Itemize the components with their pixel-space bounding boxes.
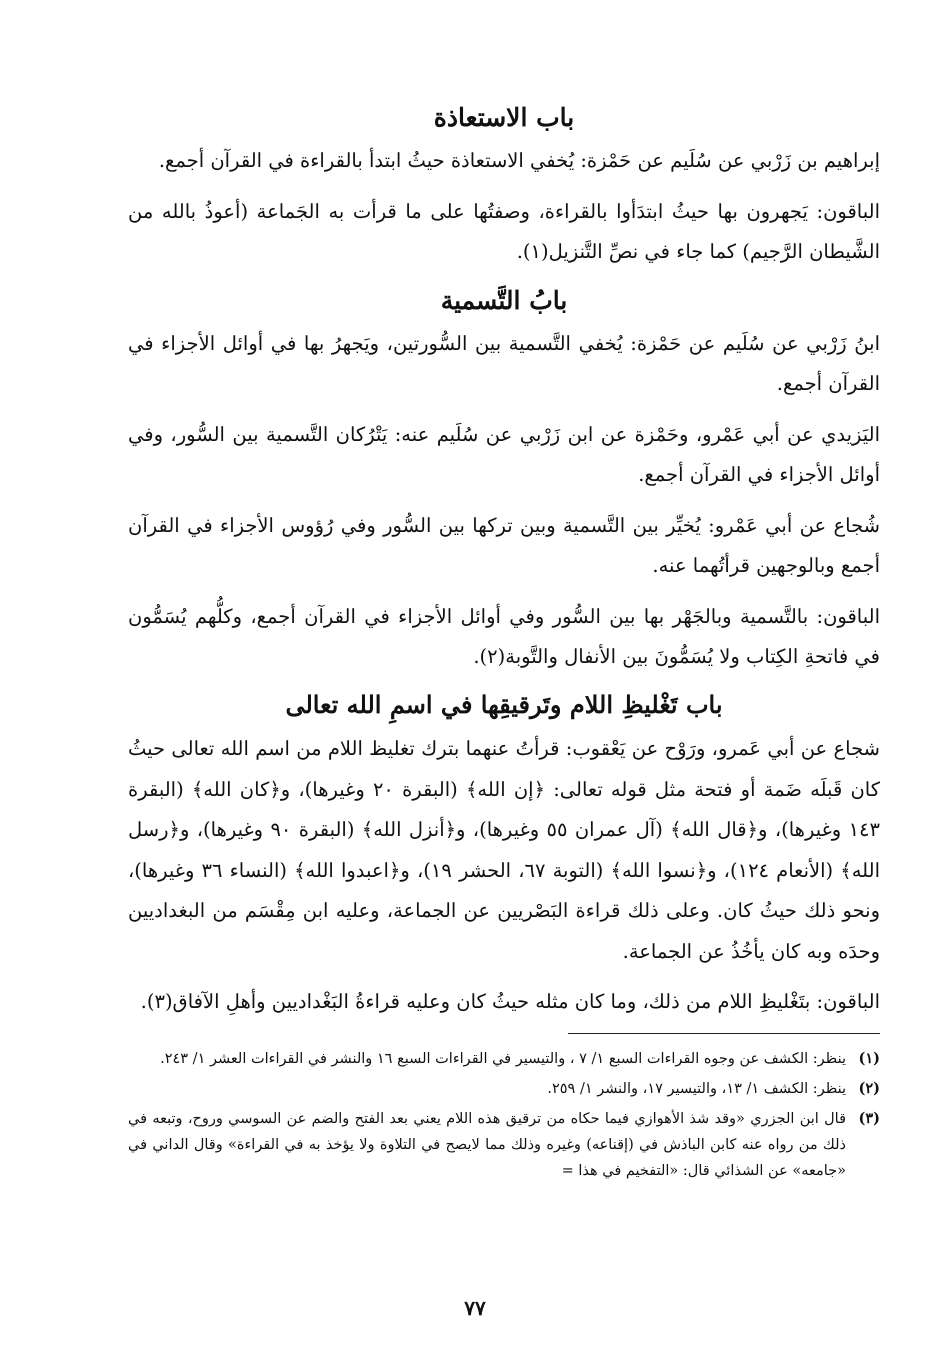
paragraph: إبراهيم بن زَرْبي عن سُلَيم عن حَمْزة: يُخفي الاستعاذة حيثُ ابتدأ بالقراءة في القرآن أجمع. (158, 149, 880, 172)
document-page (128, 100, 880, 1188)
paragraph: اليَزيدي عن أبي عَمْرو، وحَمْزة عن ابن زَرْبي عن سُلَيم عنه: يَتْرُكان التَّسمية بين السُّور، وفي أوائل الأجزاء في القرآن أجمع. (128, 422, 880, 486)
paragraph: الباقون: بالتَّسمية وبالجَهْر بها بين السُّور وفي أوائل الأجزاء في القرآن أجمع، وكلُّهم يُسَمُّون في فاتحةِ الكِتاب ولا يُسَمُّونَ بين الأنفال والتَّوبة(٢). (128, 604, 880, 668)
footnote-number: (٣) (858, 1109, 880, 1127)
footnote-number: (٢) (858, 1079, 880, 1097)
footnote (128, 1046, 880, 1072)
section-title-istiadha: باب الاستعاذة (433, 103, 575, 132)
section-title-tasmiya: بابُ التَّسمية (440, 285, 568, 315)
paragraph: ابنُ زَرْبي عن سُلَيم عن حَمْزة: يُخفي التَّسمية بين السُّورتين، ويَجهرُ بها في أوائل الأجزاء في القرآن أجمع. (128, 331, 880, 395)
footnote-text: قال ابن الجزري «وقد شذ الأهوازي فيما حكاه من ترقيق هذه اللام يعني بعد الفتح والضم عن السوسي وروح، وتبعه في ذلك من رواه عنه كابن الباذش في (إقناعه) وغيره وذلك مما لايصح في التلاوة ولا يؤخذ به في القراءة» وقال الداني في «جامعه» عن الشذائي قال: «التفخيم في هذا = (128, 1110, 846, 1179)
footnote-text: ينظر: الكشف ١/ ١٣، والتيسير ١٧، والنشر ١/ ٢٥٩. (547, 1080, 846, 1097)
footnote (128, 1076, 880, 1102)
footnotes (128, 1046, 880, 1184)
section-title-taghliz: باب تَغْليظِ اللام وتَرقيقِها في اسمِ الله تعالى (285, 689, 723, 719)
paragraph: الباقون: يَجهرون بها حيثُ ابتدَأوا بالقراءة، وصفتُها على ما قرأت به الجَماعة (أعوذُ بالله من الشَّيطان الرَّجيم) كما جاء في نصِّ التَّنزيل(١). (128, 199, 880, 263)
paragraph: شجاع عن أبي عَمرو، ورَوْح عن يَعْقوب: قرأتُ عنهما بترك تغليظ اللام من اسم الله تعالى حيثُ كان قَبلَه ضَمة أو فتحة مثل قوله تعالى: ﴿إن الله﴾ (البقرة ٢٠ وغيرها)، و﴿كان الله﴾ (البقرة ١٤٣ وغيرها)، و﴿قال الله﴾ (آل عمران ٥٥ وغيرها)، و﴿أنزل الله﴾ (البقرة ٩٠ وغيرها)، و﴿رسل الله﴾ (الأنعام ١٢٤)، و﴿نسوا الله﴾ (التوبة ٦٧، الحشر ١٩)، و﴿اعبدوا الله﴾ (النساء ٣٦ وغيرها)، ونحو ذلك حيثُ كان. وعلى ذلك قراءة البَصْريين عن الجماعة، وعليه ابن مِقْسَم من البغداديين وحدَه وبه كان يأخُذُ عن الجماعة. (128, 737, 881, 963)
footnote-text: ينظر: الكشف عن وجوه القراءات السبع ١/ ٧ ، والتيسير في القراءات السبع ١٦ والنشر في القراءات العشر ١/ ٢٤٣. (160, 1050, 846, 1067)
footnote-number: (١) (858, 1049, 880, 1067)
paragraph: شُجاع عن أبي عَمْرو: يُخيِّر بين التَّسمية وبين تركها بين السُّور وفي رُؤوس الأجزاء في القرآن أجمع وبالوجهين قرأتُهما عنه. (128, 513, 880, 577)
page-number: ٧٧ (464, 1296, 486, 1320)
footnote (128, 1106, 880, 1184)
paragraph: الباقون: بتَغْليظِ اللام من ذلك، وما كان مثله حيثُ كان وعليه قراءةُ البَغْداديين وأهلِ الآفاق(٣). (140, 990, 880, 1014)
footnote-divider (568, 1033, 880, 1034)
